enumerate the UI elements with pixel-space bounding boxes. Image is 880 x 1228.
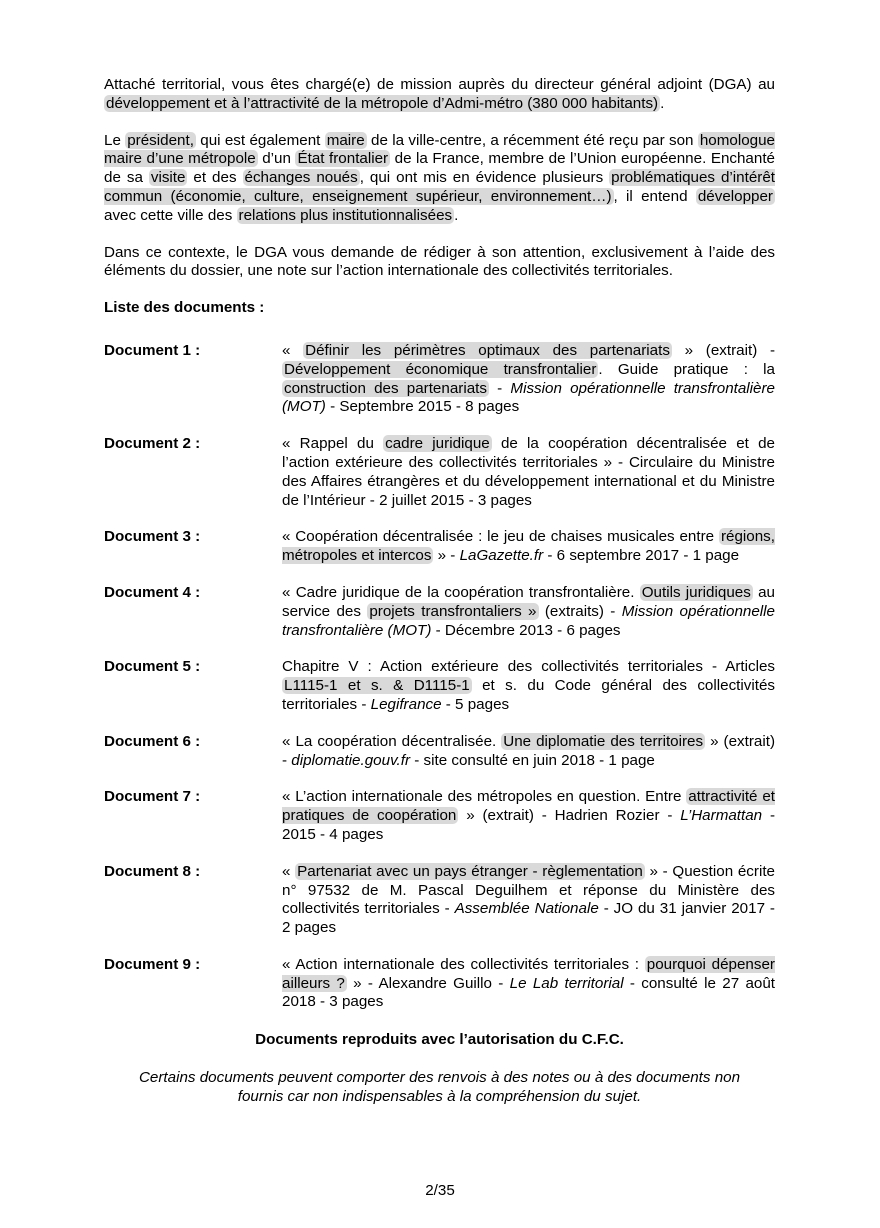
document-label: Document 2 : [104,435,201,453]
document-description [282,584,775,640]
highlighted-text: président, [127,131,194,149]
page-number: 2/35 [425,1182,455,1199]
text-segment: de la coopération décentralisée et de l’action extérieure des collectivités territoriales » - Circulaire du Ministre des Affaires étrangères et du développement international et du Ministre de l’Intérieur - 2 juillet 2015 - 3 pages [282,435,775,509]
document-label: Document 5 : [104,658,201,676]
documents-note: Certains documents peuvent comporter des renvois à des notes ou à des documents non fournis car non indispensables à la compréhension du sujet. [138,1069,741,1105]
document-entry [104,584,775,640]
italic-source: Le Lab territorial [509,974,624,992]
text-segment: . [454,206,459,224]
document-description [282,733,775,771]
text-segment: « L’action internationale des métropoles en question. Entre [282,788,687,806]
document-entry [104,435,775,510]
document-label: Document 6 : [104,732,201,750]
text-segment: , qui ont mis en évidence plusieurs [359,169,610,187]
highlighted-text: Définir les périmètres optimaux des partenariats [305,341,670,359]
text-segment: » (extrait) - [671,341,776,359]
text-segment: - JO du 31 janvier 2017 - 2 pages [282,900,775,937]
highlighted-text: pourquoi dépenser ailleurs ? [282,955,775,992]
text-segment: de la ville-centre, a récemment été reçu par son [366,131,698,149]
document-label: Document 4 : [104,583,201,601]
italic-source: Assemblée Nationale [454,900,599,918]
text-segment: de la France, membre de l’Union européenne. Enchanté de sa [104,150,775,187]
document-label: Document 7 : [104,788,201,806]
highlighted-text: homologue maire d’une métropole [104,131,775,168]
highlighted-text: construction des partenariats [284,379,487,397]
intro-paragraph-1 [104,76,775,114]
highlighted-text: État frontalier [297,150,389,168]
highlighted-text: projets transfrontaliers » [369,602,537,620]
text-segment: Attaché territorial, vous êtes chargé(e) de mission auprès du directeur général adjoint (DGA) au [104,76,775,93]
document-entry [104,342,775,417]
highlighted-text: développement et à l’attractivité de la métropole d’Admi-métro (380 000 habitants) [106,94,659,112]
highlighted-text: relations plus institutionnalisées [238,206,453,224]
text-segment: - 6 septembre 2017 - 1 page [543,547,740,565]
text-segment: « [282,862,296,880]
text-segment: « Rappel du [282,435,384,453]
document-description [282,788,775,844]
document-description [282,658,775,714]
highlighted-text: problématiques d’intérêt commun (économie, culture, enseignement supérieur, environnement…) [104,169,775,205]
highlighted-text: développer [697,187,773,205]
highlighted-text: Outils juridiques [641,583,751,601]
highlighted-text: régions, métropoles et intercos [282,528,775,565]
document-entry [104,956,775,1012]
text-segment: , il entend [613,187,696,205]
document-description [282,528,775,566]
text-segment: « Coopération décentralisée : le jeu de chaises musicales entre [282,528,719,546]
text-segment: « Cadre juridique de la coopération transfrontalière. [282,583,640,601]
italic-source: LaGazette.fr [459,547,544,565]
text-segment: « Action internationale des collectivités territoriales : [282,955,645,973]
text-segment: - Décembre 2013 - 6 pages [431,621,621,639]
document-description [282,863,775,938]
document-entry [104,733,775,771]
intro-paragraph-3 [104,244,775,282]
text-segment: d’un [257,150,296,168]
text-segment: - Septembre 2015 - 8 pages [325,398,520,416]
highlighted-text: L1115-1 et s. & D1115-1 [284,677,470,695]
text-segment: - site consulté en juin 2018 - 1 page [410,751,655,769]
text-segment: - [488,379,511,397]
document-list [104,342,775,1012]
highlighted-text: Partenariat avec un pays étranger - règlementation [297,862,643,880]
document-label: Document 8 : [104,862,201,880]
document-entry [104,528,775,566]
text-segment: » (extrait) - [282,732,776,769]
highlighted-text: Développement économique transfrontalier [284,360,597,378]
document-label: Document 9 : [104,955,201,973]
text-segment: Chapitre V : Action extérieure des collectivités territoriales - Articles [282,658,775,676]
highlighted-text: maire [326,131,365,149]
intro-paragraph-2 [104,132,775,226]
text-segment: « La coopération décentralisée. [282,732,502,750]
italic-source: Mission opérationnelle transfrontalière (MOT) [282,602,775,639]
text-segment: - 5 pages [441,695,510,713]
highlighted-text: attractivité et pratiques de coopération [282,788,775,825]
text-segment: » (extrait) - Hadrien Rozier - [458,807,681,825]
text-segment: et s. du Code général des collectivités territoriales - [282,677,775,713]
text-segment: . Guide pratique : la [598,360,775,378]
text-segment: « [282,341,304,359]
text-segment: au service des [282,583,775,620]
document-entry [104,788,775,844]
text-segment: » - Alexandre Guillo - [346,974,510,992]
text-segment: » - Question écrite n° 97532 de M. Pascal Deguilhem et réponse du Ministère des collectivités territoriales - [282,862,775,918]
document-description [282,342,775,417]
document-list-title: Liste des documents : [104,299,265,317]
document-label: Document 1 : [104,341,201,359]
highlighted-text: cadre juridique [385,435,490,453]
document-page [104,76,775,1107]
document-description [282,956,775,1012]
text-segment: Dans ce contexte, le DGA vous demande de rédiger à son attention, exclusivement à l’aide des éléments du dossier, une note sur l’action internationale des collectivités territoriales. [104,243,775,280]
text-segment: et des [187,169,243,187]
italic-source: L’Harmattan [680,807,763,825]
document-entry [104,658,775,714]
document-description [282,435,775,510]
italic-source: diplomatie.gouv.fr [291,751,411,769]
highlighted-text: visite [150,169,186,187]
text-segment: avec cette ville des [104,206,237,224]
text-segment: qui est également [195,131,325,149]
italic-source: Legifrance [370,695,442,713]
text-segment: Le [104,131,126,149]
reproduction-notice: Documents reproduits avec l’autorisation du C.F.C. [255,1031,624,1049]
text-segment: - 2015 - 4 pages [282,807,776,843]
text-segment: (extraits) - [538,602,622,620]
text-segment: - consulté le 27 août 2018 - 3 pages [282,974,776,1011]
highlighted-text: échanges noués [244,169,358,187]
document-label: Document 3 : [104,528,201,546]
italic-source: Mission opérationnelle transfrontalière (MOT) [282,379,776,416]
text-segment: » - [433,547,460,565]
document-entry [104,863,775,938]
text-segment: . [660,94,665,112]
highlighted-text: Une diplomatie des territoires [503,732,704,750]
